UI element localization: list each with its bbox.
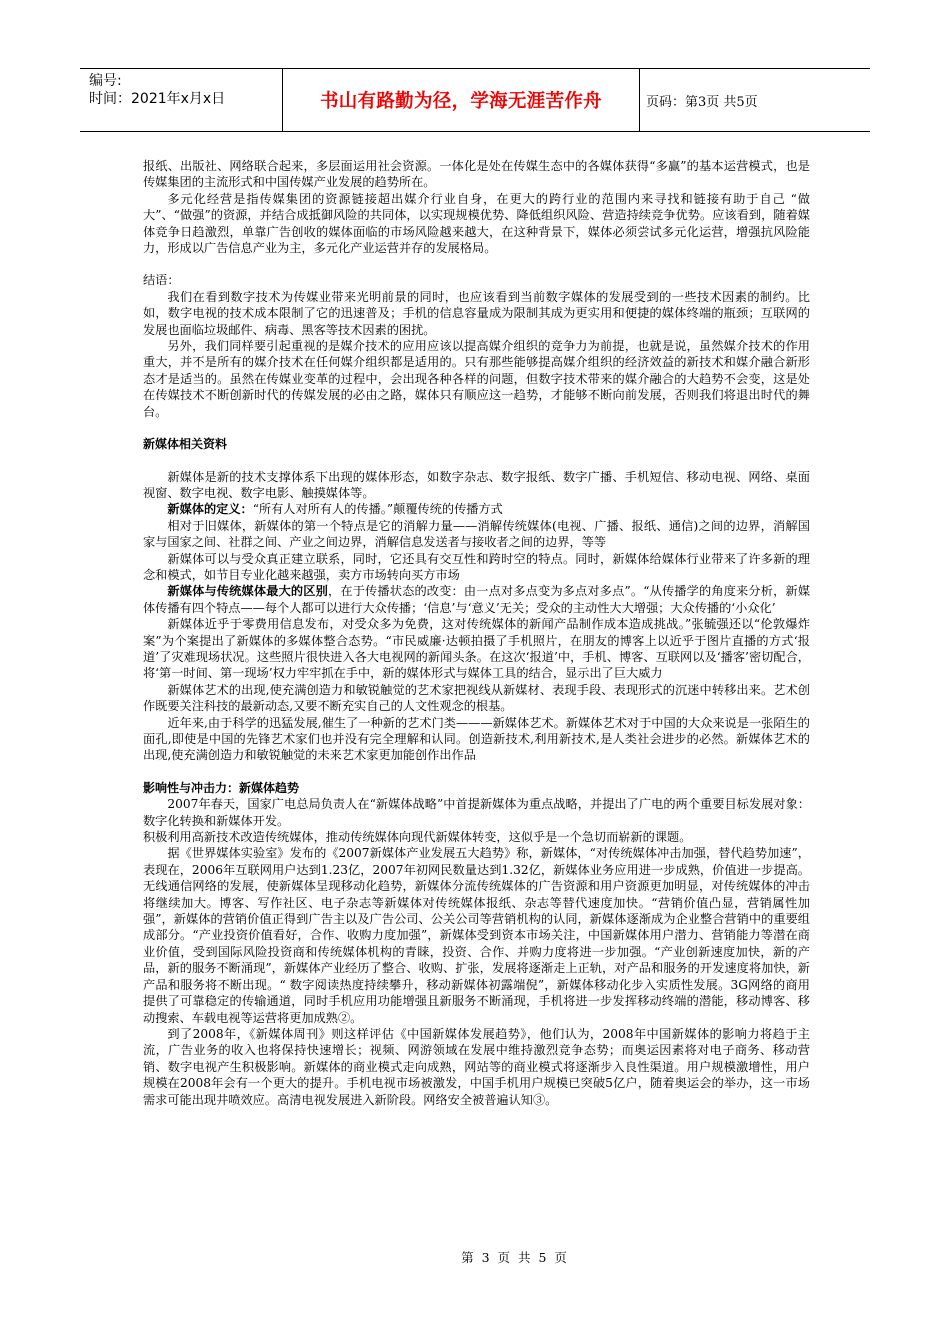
paragraph: 近年来,由于科学的迅猛发展,催生了一种新的艺术门类———新媒体艺术。新媒体艺术对于中国的大众来说是一张陌生的面孔,即使是中国的先锋艺术家们也并没有完全理解和认同。创造新技术,利用新技术,是人类社会进步的必然。新媒体艺术的出现,使充满创造力和敏锐触觉的未来艺术家更加能创作出作品	[143, 715, 810, 763]
paragraph-text: “所有人对所有人的传播。”颠覆传统的传播方式	[252, 502, 503, 517]
paragraph: 新媒体可以与受众真正建立联系，同时，它还具有交互性和跨时空的特点。同时，新媒体给媒体行业带来了许多新的理念和模式，如节目专业化越来越强，卖方市场转向买方市场	[143, 551, 810, 582]
header-page-number: 页码：第3页 共5页	[646, 94, 758, 110]
paragraph: 相对于旧媒体，新媒体的第一个特点是它的消解力量——消解传统媒体(电视、广播、报纸、通信)之间的边界，消解国家与国家之间、社群之间、产业之间边界，消解信息发送者与接收者之间的边界，等等	[143, 518, 810, 550]
paragraph: 2007年春天，国家广电总局负责人在“新媒体战略”中首提新媒体为重点战略，并提出了广电的两个重要目标发展对象：数字化转换和新媒体开发。	[143, 797, 810, 828]
header-meta	[80, 69, 283, 131]
conclusion-heading: 结语：	[143, 273, 180, 288]
paragraph: 另外，我们同样要引起重视的是媒介技术的应用应该以提高媒介组织的竞争力为前提，也就是说，虽然媒介技术的作用重大，并不是所有的媒介技术在任何媒介组织都是适用的。只有那些能够提高媒介组织的经济效益的新技术和媒介融合新形态才是适当的。虽然在传媒业变革的过程中，会出现各种各样的问题，但数字技术带来的媒介融合的大趋势不会变，这是处在传媒技术不断创新时代的传媒发展的必由之路，媒体只有顺应这一趋势，才能够不断向前发展，否则我们将退出时代的舞台。	[143, 339, 810, 419]
header-motto: 书山有路勤为径，学海无涯苦作舟	[283, 69, 640, 131]
footer-page-number: 第 3 页 共 5 页	[461, 1250, 569, 1265]
paragraph	[143, 501, 810, 517]
bold-term: 新媒体与传统媒体最大的区别	[167, 584, 328, 599]
page-header	[80, 68, 870, 132]
paragraph: 到了2008年，《新媒体周刊》则这样评估《中国新媒体发展趋势》，他们认为，2008年中国新媒体的影响力将趋于主流，广告业务的收入也将保持快速增长；视频、网游领域在发展中维持激烈竞争态势；而奥运因素将对电子商务、移动营销、数字电视产生积极影响。新媒体的商业模式走向成熟，网站等的商业模式将逐渐步入良性渠道。用户规模激增性，用户规模在2008年会有一个更大的提升。手机电视市场被激发，中国手机用户规模已突破5亿户，随着奥运会的举办，这一市场需求可能出现井喷效应。高清电视发展进入新阶段。网络安全被普遍认知③。	[143, 1026, 810, 1107]
document-body	[143, 158, 810, 1108]
paragraph: 多元化经营是指传媒集团的资源链接超出媒介行业自身，在更大的跨行业的范围内来寻找和链接有助于自己 “做大”、“做强”的资源，并结合成抵御风险的共同体，以实现规模优势、降低组织风险、营造持续竞争优势。应该看到，随着媒体竞争日趋激烈，单靠广告创收的媒体面临的市场风险越来越大，在这种背景下，媒体必须尝试多元化运营，增强抗风险能力，形成以广告信息产业为主，多元化产业运营并存的发展格局。	[143, 191, 810, 256]
paragraph: 我们在看到数字技术为传媒业带来光明前景的同时，也应该看到当前数字媒体的发展受到的一些技术因素的制约。比如，数字电视的技术成本限制了它的迅速普及；手机的信息容量成为限制其成为更实用和便捷的媒体终端的瓶颈；互联网的发展也面临垃圾邮件、病毒、黑客等技术因素的困扰。	[143, 289, 810, 337]
paragraph: 报纸、出版社、网络联合起来，多层面运用社会资源。一体化是处在传媒生态中的各媒体获得“多赢”的基本运营模式，也是传媒集团的主流形式和中国传媒产业发展的趋势所在。	[143, 159, 810, 190]
paragraph: 新媒体是新的技术支撑体系下出现的媒体形态，如数字杂志、数字报纸、数字广播、手机短信、移动电视、网络、桌面视窗、数字电视、数字电影、触摸媒体等。	[143, 469, 810, 500]
paragraph	[143, 583, 810, 616]
document-number-label: 编号:	[89, 73, 122, 89]
paragraph: 新媒体艺术的出现,使充满创造力和敏锐触觉的艺术家把视线从新媒材、表现手段、表现形式的沉迷中转移出来。艺术创作既要关注科技的最新动态,又要不断充实自己的人文性观念的根基。	[143, 682, 810, 714]
section-heading: 新媒体相关资料	[143, 437, 228, 452]
paragraph-text: ，在于传播状态的改变：由一点对多点变为多点对多点”。“从传播学的角度来分析，新媒体传播有四个特点——每个人都可以进行大众传播；‘信息’与‘意义’无关；受众的主动性大大增强；大众传播的‘小众化’	[143, 584, 811, 615]
bold-term: 新媒体的定义：	[167, 502, 253, 517]
paragraph: 新媒体近乎于零费用信息发布，对受众多为免费，这对传统媒体的新闻产品制作成本造成挑战。”张毓强还以“伦敦爆炸案”为个案提出了新媒体的多媒体整合态势。“市民威廉·达顿拍摄了手机照片，在朋友的博客上以近乎于图片直播的方式‘报道’了灾难现场状况。这些照片很快进入各大电视网的新闻头条。在这次‘报道’中，手机、博客、互联网以及‘播客’密切配合，将‘第一时间、第一现场’权力牢牢抓在手中，新的媒体形式与媒体工具的结合，显示出了巨大威力	[143, 617, 810, 681]
document-time-label: 时间：2021年x月x日	[89, 91, 226, 107]
paragraph: 积极利用高新技术改造传统媒体，推动传统媒体向现代新媒体转变，这似乎是一个急切而崭新的课题。	[143, 830, 692, 845]
paragraph: 据《世界媒体实验室》发布的《2007新媒体产业发展五大趋势》称，新媒体，“对传统媒体冲击加强，替代趋势加速”，表现在，2006年互联网用户达到1.23亿，2007年初网民数量达到1.32亿，新媒体业务应用进一步成熟，价值进一步提高。无线通信网络的发展，使新媒体呈现移动化趋势，新媒体分流传统媒体的广告资源和用户资源更加明显，对传统媒体的冲击将继续加大。博客、写作社区、电子杂志等新媒体对传统媒体报纸、杂志等替代速度加快。“营销价值凸显，营销属性加强”，新媒体的营销价值正得到广告主以及广告公司、公关公司等营销机构的认同，新媒体逐渐成为企业整合营销中的重要组成部分。“产业投资价值看好，合作、收购力度加强”，新媒体受到资本市场关注，中国新媒体用户潜力、营销能力等潜在商业价值，受到国际风险投资商和传统媒体机构的青睐，投资、合作、并购力度将进一步加强。“产业创新速度加快，新的产品，新的服务不断涌现”，新媒体产业经历了整合、收购、扩张，发展将逐渐走上正轨，对产品和服务的开发速度将加快，新产品和服务将不断出现。“ 数字阅读热度持续攀升，移动新媒体初露端倪”，新媒体移动化步入实质性发展。3G网络的商用提供了可靠稳定的传输通道，同时手机应用功能增强且新服务不断涌现，手机将进一步发挥移动终端的潜能，移动博客、移动搜索、车载电视等运营将更加成熟②。	[143, 846, 810, 1025]
page-footer	[0, 1248, 950, 1266]
section-heading: 影响性与冲击力：新媒体趋势	[143, 780, 300, 795]
